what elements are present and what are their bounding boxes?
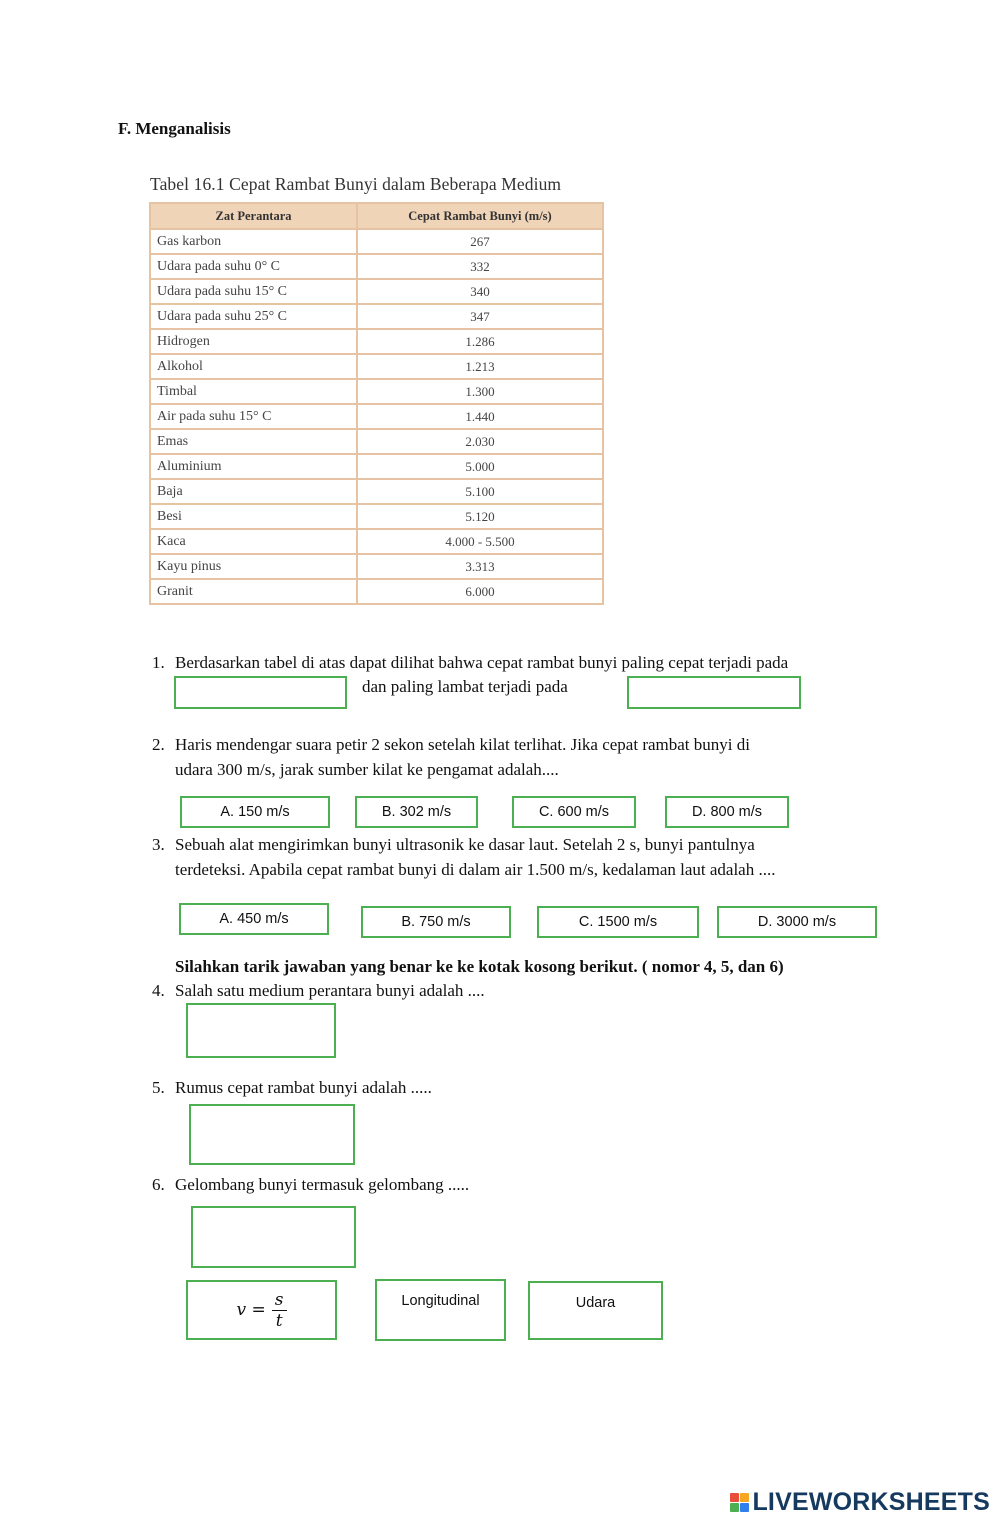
table-row	[150, 354, 603, 379]
table-row	[150, 254, 603, 279]
speed-cell: 267	[357, 229, 603, 254]
medium-cell: Alkohol	[150, 354, 357, 379]
drag-item-longitudinal[interactable]: Longitudinal	[375, 1279, 506, 1341]
table-row	[150, 554, 603, 579]
speed-table	[149, 202, 604, 605]
table-row	[150, 579, 603, 604]
q5-drop-box[interactable]	[189, 1104, 355, 1165]
q3-option-c[interactable]: C. 1500 m/s	[537, 906, 699, 938]
q3-option-b[interactable]: B. 750 m/s	[361, 906, 511, 938]
formula-lhs: v =	[236, 1300, 266, 1320]
table-row	[150, 304, 603, 329]
speed-cell: 1.286	[357, 329, 603, 354]
medium-cell: Air pada suhu 15° C	[150, 404, 357, 429]
medium-cell: Emas	[150, 429, 357, 454]
medium-cell: Hidrogen	[150, 329, 357, 354]
table-row	[150, 229, 603, 254]
speed-cell: 5.000	[357, 454, 603, 479]
table-row	[150, 379, 603, 404]
medium-cell: Besi	[150, 504, 357, 529]
question-6-text: Gelombang bunyi termasuk gelombang .....	[175, 1175, 470, 1194]
speed-cell: 3.313	[357, 554, 603, 579]
q2-option-c[interactable]: C. 600 m/s	[512, 796, 636, 828]
logo-mark-icon	[730, 1493, 749, 1512]
table-row	[150, 529, 603, 554]
table-row	[150, 404, 603, 429]
question-3-number: 3.	[152, 835, 165, 854]
drag-instruction: Silahkan tarik jawaban yang benar ke ke kotak kosong berikut. ( nomor 4, 5, dan 6)	[175, 957, 784, 976]
speed-cell: 5.100	[357, 479, 603, 504]
medium-cell: Granit	[150, 579, 357, 604]
logo-text: LIVEWORKSHEETS	[752, 1488, 990, 1516]
table-header-row	[150, 203, 603, 229]
question-2-line-1: Haris mendengar suara petir 2 sekon setelah kilat terlihat. Jika cepat rambat bunyi di	[175, 735, 750, 754]
speed-cell: 2.030	[357, 429, 603, 454]
question-3-line-2: terdeteksi. Apabila cepat rambat bunyi di dalam air 1.500 m/s, kedalaman laut adalah ....	[175, 860, 776, 879]
table-row	[150, 479, 603, 504]
medium-cell: Baja	[150, 479, 357, 504]
table-row	[150, 329, 603, 354]
question-1-number: 1.	[152, 653, 165, 672]
drag-item-udara[interactable]: Udara	[528, 1281, 663, 1340]
question-3-line-1: Sebuah alat mengirimkan bunyi ultrasonik ke dasar laut. Setelah 2 s, bunyi pantulnya	[175, 835, 755, 854]
question-1-text: Berdasarkan tabel di atas dapat dilihat bahwa cepat rambat bunyi paling cepat terjadi pada	[175, 653, 789, 672]
q1-fastest-answer-box[interactable]	[174, 676, 347, 709]
speed-cell: 5.120	[357, 504, 603, 529]
header-medium: Zat Perantara	[150, 203, 357, 229]
q6-drop-box[interactable]	[191, 1206, 356, 1268]
section-title: F. Menganalisis	[118, 119, 231, 138]
medium-cell: Timbal	[150, 379, 357, 404]
question-6-number: 6.	[152, 1175, 165, 1194]
medium-cell: Udara pada suhu 15° C	[150, 279, 357, 304]
table-row	[150, 429, 603, 454]
medium-cell: Udara pada suhu 0° C	[150, 254, 357, 279]
formula-denominator: t	[275, 1310, 283, 1331]
header-speed: Cepat Rambat Bunyi (m/s)	[357, 203, 603, 229]
q2-option-a[interactable]: A. 150 m/s	[180, 796, 330, 828]
question-5-number: 5.	[152, 1078, 165, 1097]
speed-cell: 1.300	[357, 379, 603, 404]
question-4-text: Salah satu medium perantara bunyi adalah ....	[175, 981, 485, 1000]
table-row	[150, 504, 603, 529]
formula-fraction	[272, 1290, 287, 1331]
drag-item-formula[interactable]	[186, 1280, 337, 1340]
q3-option-d[interactable]: D. 3000 m/s	[717, 906, 877, 938]
formula-numerator: s	[272, 1290, 287, 1311]
table-row	[150, 454, 603, 479]
q1-slowest-answer-box[interactable]	[627, 676, 801, 709]
speed-cell: 1.440	[357, 404, 603, 429]
medium-cell: Udara pada suhu 25° C	[150, 304, 357, 329]
medium-cell: Kaca	[150, 529, 357, 554]
question-2-number: 2.	[152, 735, 165, 754]
medium-cell: Aluminium	[150, 454, 357, 479]
question-2-line-2: udara 300 m/s, jarak sumber kilat ke pengamat adalah....	[175, 760, 559, 779]
q2-option-d[interactable]: D. 800 m/s	[665, 796, 789, 828]
question-1-text-continued: dan paling lambat terjadi pada	[362, 677, 568, 696]
question-4-number: 4.	[152, 981, 165, 1000]
speed-cell: 6.000	[357, 579, 603, 604]
speed-cell: 347	[357, 304, 603, 329]
q4-drop-box[interactable]	[186, 1003, 336, 1058]
speed-cell: 332	[357, 254, 603, 279]
table-row	[150, 279, 603, 304]
speed-cell: 4.000 - 5.500	[357, 529, 603, 554]
medium-cell: Gas karbon	[150, 229, 357, 254]
liveworksheets-logo	[730, 1488, 990, 1517]
table-caption: Tabel 16.1 Cepat Rambat Bunyi dalam Beberapa Medium	[150, 174, 562, 194]
q2-option-b[interactable]: B. 302 m/s	[355, 796, 478, 828]
q3-option-a[interactable]: A. 450 m/s	[179, 903, 329, 935]
question-5-text: Rumus cepat rambat bunyi adalah .....	[175, 1078, 432, 1097]
speed-cell: 1.213	[357, 354, 603, 379]
speed-cell: 340	[357, 279, 603, 304]
medium-cell: Kayu pinus	[150, 554, 357, 579]
